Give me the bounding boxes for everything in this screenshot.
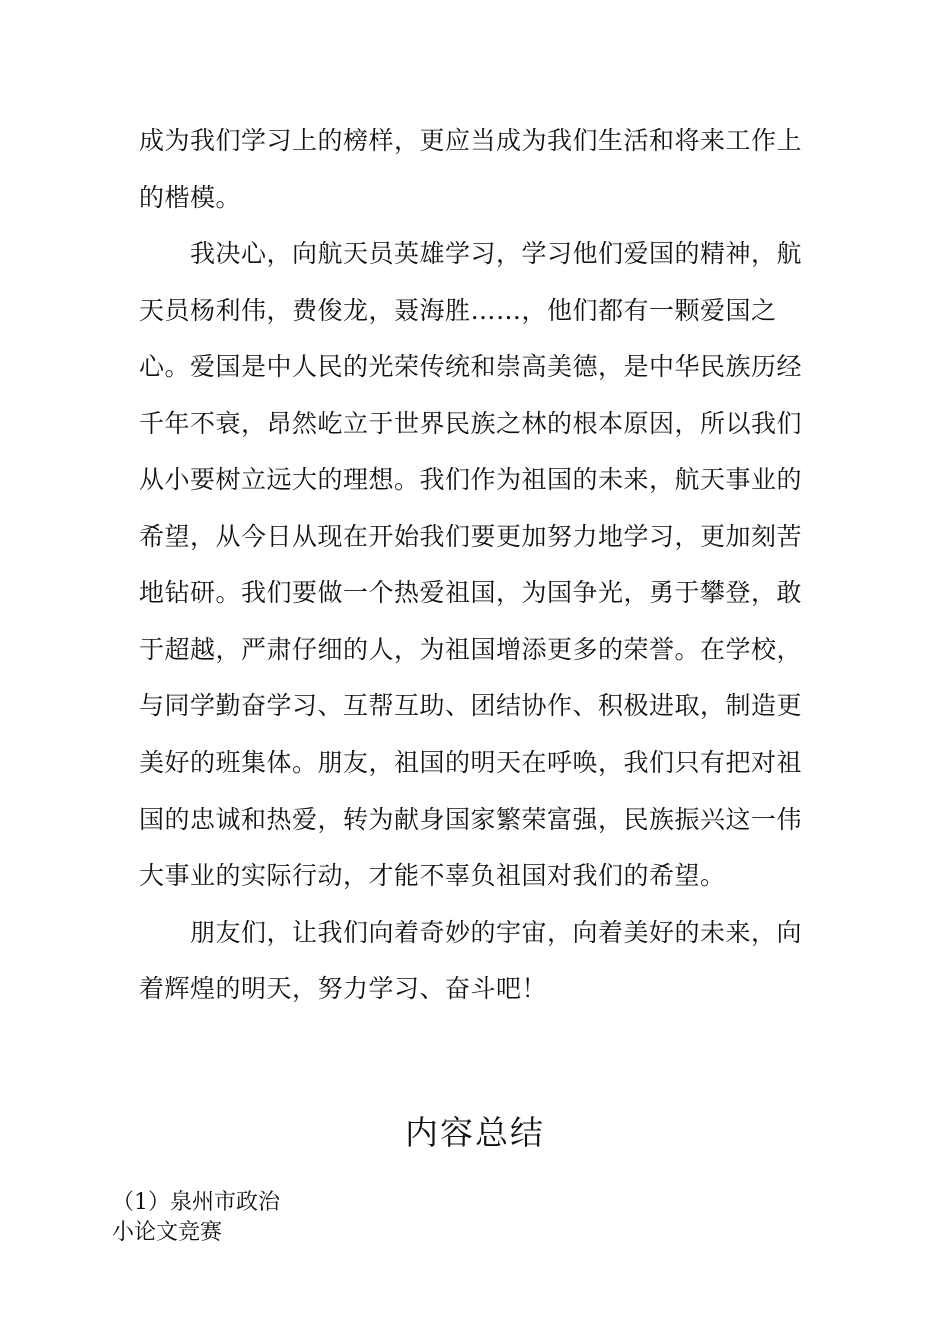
body-line: 着辉煌的明天，努力学习、奋斗吧！ [139,974,548,1003]
body-line: 于超越，严肃仔细的人，为祖国增添更多的荣誉。在学校， [139,635,803,664]
body-line: 与同学勤奋学习、互帮互助、团结协作、积极进取，制造更 [139,691,803,720]
summary-line: 小论文竞赛 [112,1220,223,1245]
body-line: 希望，从今日从现在开始我们要更加努力地学习，更加刻苦 [139,522,803,551]
body-line: 天员杨利伟，费俊龙，聂海胜……，他们都有一颗爱国之 [139,296,777,325]
summary-line: （1）泉州市政治 [112,1190,280,1215]
body-line: 国的忠诚和热爱，转为献身国家繁荣富强，民族振兴这一伟 [139,805,803,834]
body-line: 成为我们学习上的榜样，更应当成为我们生活和将来工作上 [139,126,803,155]
body-line: 心。爱国是中人民的光荣传统和崇高美德，是中华民族历经 [139,352,803,381]
body-line: 千年不衰，昂然屹立于世界民族之林的根本原因，所以我们 [139,409,803,438]
body-line: 的楷模。 [139,183,242,212]
body-line: 地钻研。我们要做一个热爱祖国，为国争光，勇于攀登，敢 [139,578,803,607]
body-line: 从小要树立远大的理想。我们作为祖国的未来，航天事业的 [139,465,803,494]
body-line: 大事业的实际行动，才能不辜负祖国对我们的希望。 [139,861,726,890]
body-line: 朋友们，让我们向着奇妙的宇宙，向着美好的未来，向 [190,918,803,947]
body-line: 我决心，向航天员英雄学习，学习他们爱国的精神，航 [190,239,803,268]
summary-title: 内容总结 [405,1113,545,1152]
body-line: 美好的班集体。朋友，祖国的明天在呼唤，我们只有把对祖 [139,748,803,777]
